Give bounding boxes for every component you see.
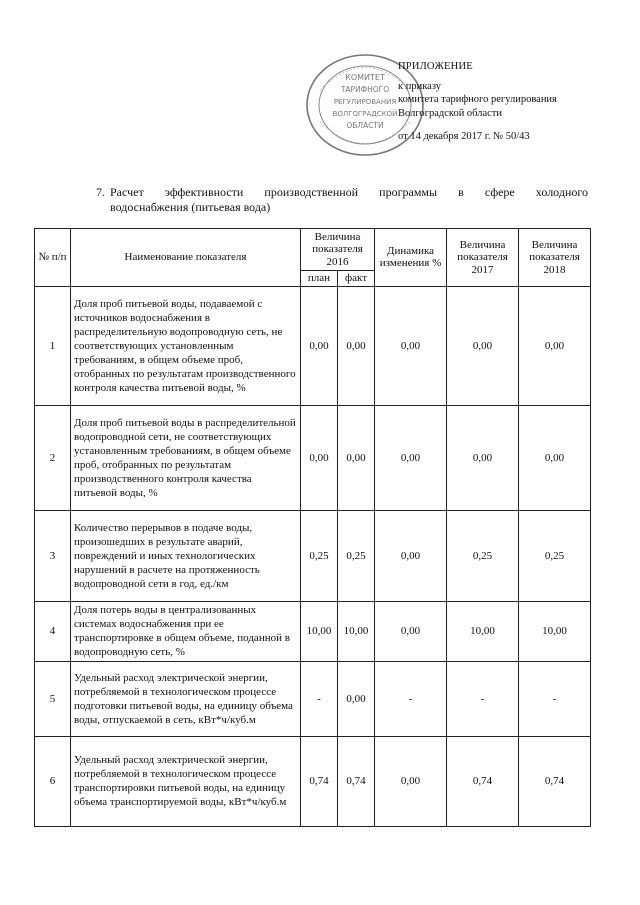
row-fact: 0,00 [338,286,375,405]
table-row [35,601,591,661]
svg-text:РЕГУЛИРОВАНИЯ: РЕГУЛИРОВАНИЯ [333,98,397,106]
row-name: Доля проб питьевой воды в распределительной водопроводной сети, не соответствующих установленным требованиям, в общем объеме проб, отобранных по результатам производственного контроля качества питьевой воды, % [71,405,301,510]
row-num: 1 [35,286,71,405]
row-plan: 0,00 [301,405,338,510]
row-value-2018: - [519,661,591,736]
appendix-title: ПРИЛОЖЕНИЕ [398,61,473,72]
row-fact: 0,25 [338,510,375,601]
row-name: Удельный расход электрической энергии, потребляемой в технологическом процессе транспортировки питьевой воды, на единицу объема транспортируемой воды, кВт*ч/куб.м [71,736,301,826]
svg-text:ТАРИФНОГО: ТАРИФНОГО [340,85,390,94]
row-fact: 0,74 [338,736,375,826]
row-plan: - [301,661,338,736]
row-plan: 0,00 [301,286,338,405]
svg-text:ОБЛАСТИ: ОБЛАСТИ [346,121,384,130]
row-plan: 0,25 [301,510,338,601]
section-title-line-2: водоснабжения (питьевая вода) [110,200,271,214]
appendix-line-1: к приказу [398,80,441,92]
row-fact: 0,00 [338,661,375,736]
row-fact: 10,00 [338,601,375,661]
appendix-date: от 14 декабря 2017 г. № 50/43 [398,131,530,142]
row-dynamics: - [375,661,447,736]
row-dynamics: 0,00 [375,601,447,661]
row-plan: 0,74 [301,736,338,826]
appendix-header [398,60,557,144]
header-fact: факт [338,271,375,287]
row-value-2018: 10,00 [519,601,591,661]
row-num: 2 [35,405,71,510]
row-num: 5 [35,661,71,736]
header-name: Наименование показателя [71,229,301,287]
row-value-2017: 10,00 [447,601,519,661]
table-row [35,736,591,826]
efficiency-table [34,228,591,827]
header-dynamics: Динамика изменения % [375,229,447,287]
table-row [35,510,591,601]
header-value-2017: Величина показателя 2017 [447,229,519,287]
header-plan: план [301,271,338,287]
svg-text:ВОЛГОГРАДСКОЙ: ВОЛГОГРАДСКОЙ [332,110,398,118]
row-value-2018: 0,74 [519,736,591,826]
appendix-line-3: Волгоградской области [398,107,503,119]
section-number: 7. [96,185,105,199]
appendix-line-2: комитета тарифного регулирования [398,94,557,105]
row-fact: 0,00 [338,405,375,510]
table-row [35,661,591,736]
row-value-2017: - [447,661,519,736]
row-dynamics: 0,00 [375,286,447,405]
section-title [96,185,588,215]
row-dynamics: 0,00 [375,736,447,826]
row-num: 4 [35,601,71,661]
row-num: 6 [35,736,71,826]
row-value-2017: 0,74 [447,736,519,826]
header-value-2018: Величина показателя 2018 [519,229,591,287]
svg-text:КОМИТЕТ: КОМИТЕТ [345,73,385,82]
row-dynamics: 0,00 [375,405,447,510]
row-value-2018: 0,00 [519,286,591,405]
table-row [35,286,591,405]
row-plan: 10,00 [301,601,338,661]
row-value-2018: 0,00 [519,405,591,510]
row-name: Доля потерь воды в централизованных системах водоснабжения при ее транспортировке в общем объеме, поданной в водопроводную сеть, % [71,601,301,661]
row-value-2017: 0,00 [447,286,519,405]
row-name: Количество перерывов в подаче воды, произошедших в результате аварий, повреждений и иных технологических нарушений в расчете на протяженность водопроводной сети в год, ед./км [71,510,301,601]
row-value-2017: 0,00 [447,405,519,510]
row-value-2018: 0,25 [519,510,591,601]
header-num: № п/п [35,229,71,287]
section-title-line-1: Расчет эффективности производственной программы в сфере холодного [110,185,588,199]
row-value-2017: 0,25 [447,510,519,601]
row-dynamics: 0,00 [375,510,447,601]
row-num: 3 [35,510,71,601]
row-name: Доля проб питьевой воды, подаваемой с источников водоснабжения в распределительную водопроводную сеть, не соответствующих установленным требованиям, в общем объеме проб, отобранных по результатам производственного контроля качества питьевой воды, % [71,286,301,405]
table-row [35,405,591,510]
row-name: Удельный расход электрической энергии, потребляемой в технологическом процессе подготовки питьевой воды, на единицу объема воды, отпускаемой в сеть, кВт*ч/куб.м [71,661,301,736]
header-value-2016: Величина показателя 2016 [301,229,375,271]
